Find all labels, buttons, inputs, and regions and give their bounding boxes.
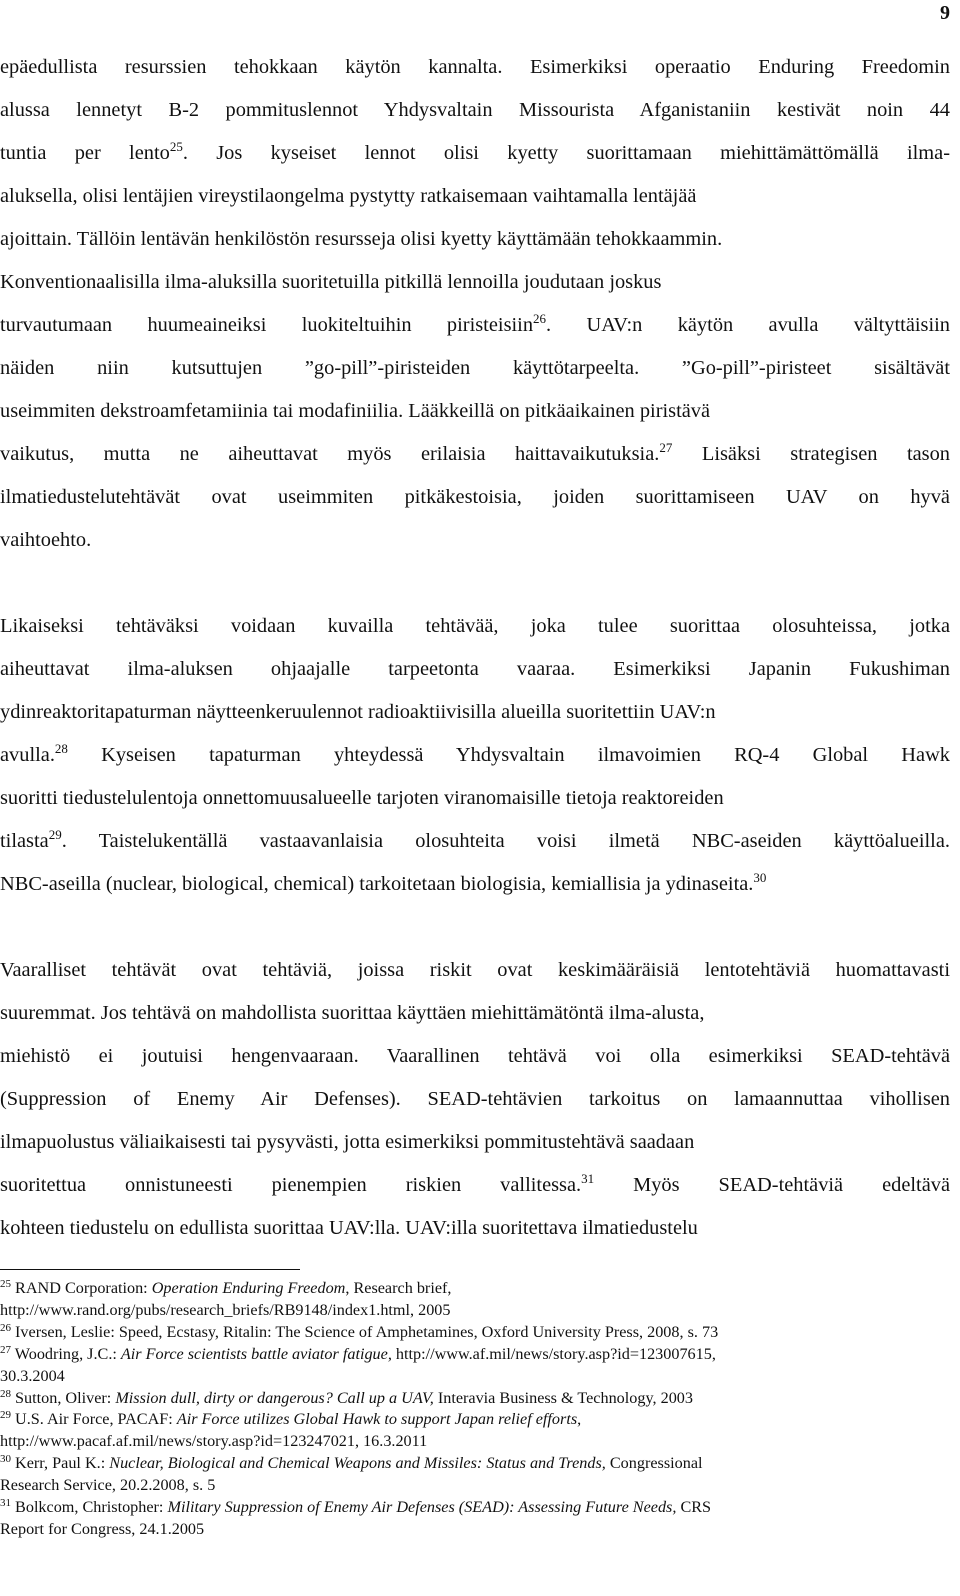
line-text: tilasta <box>0 830 49 852</box>
line-text: aluksella, olisi lentäjien vireystilaongelma pystytty ratkaisemaan vaihtamalla lentäjää <box>0 185 697 207</box>
text-line <box>0 218 950 261</box>
footnote-line <box>0 1300 950 1322</box>
footnote-title: Military Suppression of Enemy Air Defenses (SEAD): Assessing Future Needs, <box>167 1498 677 1517</box>
text-line <box>0 1164 950 1207</box>
footnote-ref: 31 <box>581 1171 595 1186</box>
footnote-text: , <box>577 1410 582 1429</box>
footnote-line <box>0 1278 950 1300</box>
text-line <box>0 390 950 433</box>
line-text: Myös SEAD-tehtäviä edeltävä <box>594 1174 950 1196</box>
footnote-text: Congressional <box>605 1454 703 1473</box>
line-text: suuremmat. Jos tehtävä on mahdollista suorittaa käyttäen miehittämätöntä ilma-alusta, <box>0 1002 705 1024</box>
footnote-text: CRS <box>676 1498 712 1517</box>
text-line <box>0 261 950 304</box>
footnote-ref: 29 <box>48 827 62 842</box>
text-line <box>0 519 950 562</box>
line-text: epäedullista resurssien tehokkaan käytön kannalta. Esimerkiksi operaatio Enduring Freedomin <box>0 56 950 78</box>
footnote-text: Sutton, Oliver: <box>11 1388 116 1407</box>
paragraph <box>0 46 950 562</box>
footnote-text: , Research brief, <box>345 1279 452 1297</box>
footnote-ref: 25 <box>169 139 183 154</box>
text-line <box>0 1035 950 1078</box>
footnote-text: Bolkcom, Christopher: <box>11 1498 168 1517</box>
text-line <box>0 433 950 476</box>
footnote-text: http://www.rand.org/pubs/research_briefs/RB9148/index1.html, 2005 <box>0 1300 451 1319</box>
footnote-text: RAND Corporation: <box>11 1279 152 1297</box>
footnotes <box>0 1278 950 1541</box>
footnote-number: 31 <box>0 1497 11 1510</box>
line-text: suoritti tiedustelulentoja onnettomuusalueelle tarjoten viranomaisille tietoja reaktoreiden <box>0 787 724 809</box>
footnote-text: 30.3.2004 <box>0 1366 65 1385</box>
footnote-ref: 30 <box>753 870 767 885</box>
footnote-number: 30 <box>0 1453 11 1466</box>
line-text: suoritettua onnistuneesti pienempien riskien vallitessa. <box>0 1174 582 1196</box>
footnote-ref: 28 <box>54 741 68 756</box>
footnote-text: Interavia Business & Technology, 2003 <box>433 1388 693 1407</box>
text-line <box>0 347 950 390</box>
footnote-text: http://www.af.mil/news/story.asp?id=123007615, <box>391 1344 716 1363</box>
line-text: kohteen tiedustelu on edullista suorittaa UAV:lla. UAV:illa suoritettava ilmatiedustelu <box>0 1217 698 1239</box>
footnote-line <box>0 1344 950 1366</box>
text-line <box>0 820 950 863</box>
text-line <box>0 605 950 648</box>
text-line <box>0 132 950 175</box>
page-number: 9 <box>940 2 950 24</box>
footnote-line <box>0 1388 950 1410</box>
line-text: Vaaralliset tehtävät ovat tehtäviä, joissa riskit ovat keskimääräisiä lentotehtäviä huomattavasti <box>0 959 950 981</box>
footnote-text: Woodring, J.C.: <box>11 1344 121 1363</box>
text-line <box>0 46 950 89</box>
text-line <box>0 1078 950 1121</box>
footnote-title: Air Force utilizes Global Hawk to support Japan relief efforts <box>176 1410 578 1429</box>
footnote-line <box>0 1519 950 1541</box>
line-text: tuntia per lento <box>0 142 170 164</box>
footnote-text: http://www.pacaf.af.mil/news/story.asp?id=123247021, 16.3.2011 <box>0 1432 428 1451</box>
footnote-text: Kerr, Paul K.: <box>11 1454 110 1473</box>
footnote-title: Mission dull, dirty or dangerous? Call up a UAV, <box>115 1388 434 1407</box>
footnote-text: Research Service, 20.2.2008, s. 5 <box>0 1476 216 1495</box>
text-line <box>0 691 950 734</box>
body-text <box>0 46 950 1250</box>
footnote-number: 26 <box>0 1321 11 1334</box>
footnote-title: Air Force scientists battle aviator fatigue, <box>120 1344 392 1363</box>
line-text: näiden niin kutsuttujen ”go-pill”-piristeiden käyttötarpeelta. ”Go-pill”-piristeet sisältävät <box>0 357 950 379</box>
footnote-title: Operation Enduring Freedom <box>151 1279 346 1297</box>
footnote-number: 28 <box>0 1387 11 1400</box>
footnote-line <box>0 1475 950 1497</box>
footnote-line <box>0 1366 950 1388</box>
text-line <box>0 304 950 347</box>
line-text: ilmapuolustus väliaikaisesti tai pysyvästi, jotta esimerkiksi pommitustehtävä saadaan <box>0 1131 695 1153</box>
text-line <box>0 648 950 691</box>
text-line <box>0 476 950 519</box>
footnote-ref: 26 <box>533 311 547 326</box>
footnote-number: 25 <box>0 1278 11 1290</box>
paragraph <box>0 605 950 906</box>
footnote-number: 29 <box>0 1409 11 1422</box>
line-text: alussa lennetyt B-2 pommituslennot Yhdysvaltain Missourista Afganistaniin kestivät noin 44 <box>0 99 950 121</box>
footnote-line <box>0 1431 950 1453</box>
line-text: useimmiten dekstroamfetamiinia tai modafiniilia. Lääkkeillä on pitkäaikainen piristävä <box>0 400 711 422</box>
footnote-title: Nuclear, Biological and Chemical Weapons and Missiles: Status and Trends, <box>109 1454 606 1473</box>
line-text: . Taistelukentällä vastaavanlaisia olosuhteita voisi ilmetä NBC-aseiden käyttöalueilla. <box>61 830 950 852</box>
line-text: vaikutus, mutta ne aiheuttavat myös erilaisia haittavaikutuksia. <box>0 443 660 465</box>
line-text: avulla. <box>0 744 55 766</box>
footnote-separator <box>0 1269 300 1270</box>
paragraph <box>0 949 950 1250</box>
footnote-line <box>0 1409 950 1431</box>
footnote-text: Report for Congress, 24.1.2005 <box>0 1519 205 1538</box>
line-text: ilmatiedustelutehtävät ovat useimmiten pitkäkestoisia, joiden suorittamiseen UAV on hyvä <box>0 486 950 508</box>
line-text: Lisäksi strategisen tason <box>672 443 950 465</box>
line-text: Konventionaalisilla ilma-aluksilla suoritetuilla pitkillä lennoilla joudutaan joskus <box>0 271 662 293</box>
line-text: (Suppression of Enemy Air Defenses). SEAD-tehtävien tarkoitus on lamaannuttaa vihollisen <box>0 1088 950 1110</box>
line-text: turvautumaan huumeaineiksi luokiteltuihin piristeisiin <box>0 314 534 336</box>
footnote-text: U.S. Air Force, PACAF: <box>11 1410 177 1429</box>
text-line <box>0 734 950 777</box>
text-line <box>0 992 950 1035</box>
text-line <box>0 863 950 906</box>
line-text: aiheuttavat ilma-aluksen ohjaajalle tarpeetonta vaaraa. Esimerkiksi Japanin Fukushiman <box>0 658 950 680</box>
line-text: Kyseisen tapaturman yhteydessä Yhdysvaltain ilmavoimien RQ-4 Global Hawk <box>67 744 950 766</box>
line-text: . Jos kyseiset lennot olisi kyetty suorittamaan miehittämättömällä ilma- <box>182 142 950 164</box>
line-text: NBC-aseilla (nuclear, biological, chemical) tarkoitetaan biologisia, kemiallisia ja ydinaseita. <box>0 873 754 895</box>
line-text: Likaiseksi tehtäväksi voidaan kuvailla tehtävää, joka tulee suorittaa olosuhteissa, jotka <box>0 615 950 637</box>
line-text: . UAV:n käytön avulla vältyttäisiin <box>546 314 950 336</box>
line-text: ydinreaktoritapaturman näytteenkeruulennot radioaktiivisilla alueilla suoritettiin UAV:n <box>0 701 716 723</box>
line-text: vaihtoehto. <box>0 529 92 551</box>
footnote-number: 27 <box>0 1343 11 1356</box>
text-line <box>0 1207 950 1250</box>
text-line <box>0 175 950 218</box>
footnote-line <box>0 1322 950 1344</box>
text-line <box>0 1121 950 1164</box>
text-line <box>0 949 950 992</box>
footnote-ref: 27 <box>659 440 673 455</box>
footnote-text: Iversen, Leslie: Speed, Ecstasy, Ritalin: The Science of Amphetamines, Oxford University Press, 2008, s. 73 <box>11 1322 719 1341</box>
text-line <box>0 777 950 820</box>
line-text: ajoittain. Tällöin lentävän henkilöstön resursseja olisi kyetty käyttämään tehokkaammin. <box>0 228 723 250</box>
line-text: miehistö ei joutuisi hengenvaaraan. Vaarallinen tehtävä voi olla esimerkiksi SEAD-tehtävä <box>0 1045 950 1067</box>
text-line <box>0 89 950 132</box>
footnote-line <box>0 1453 950 1475</box>
footnote-line <box>0 1497 950 1519</box>
